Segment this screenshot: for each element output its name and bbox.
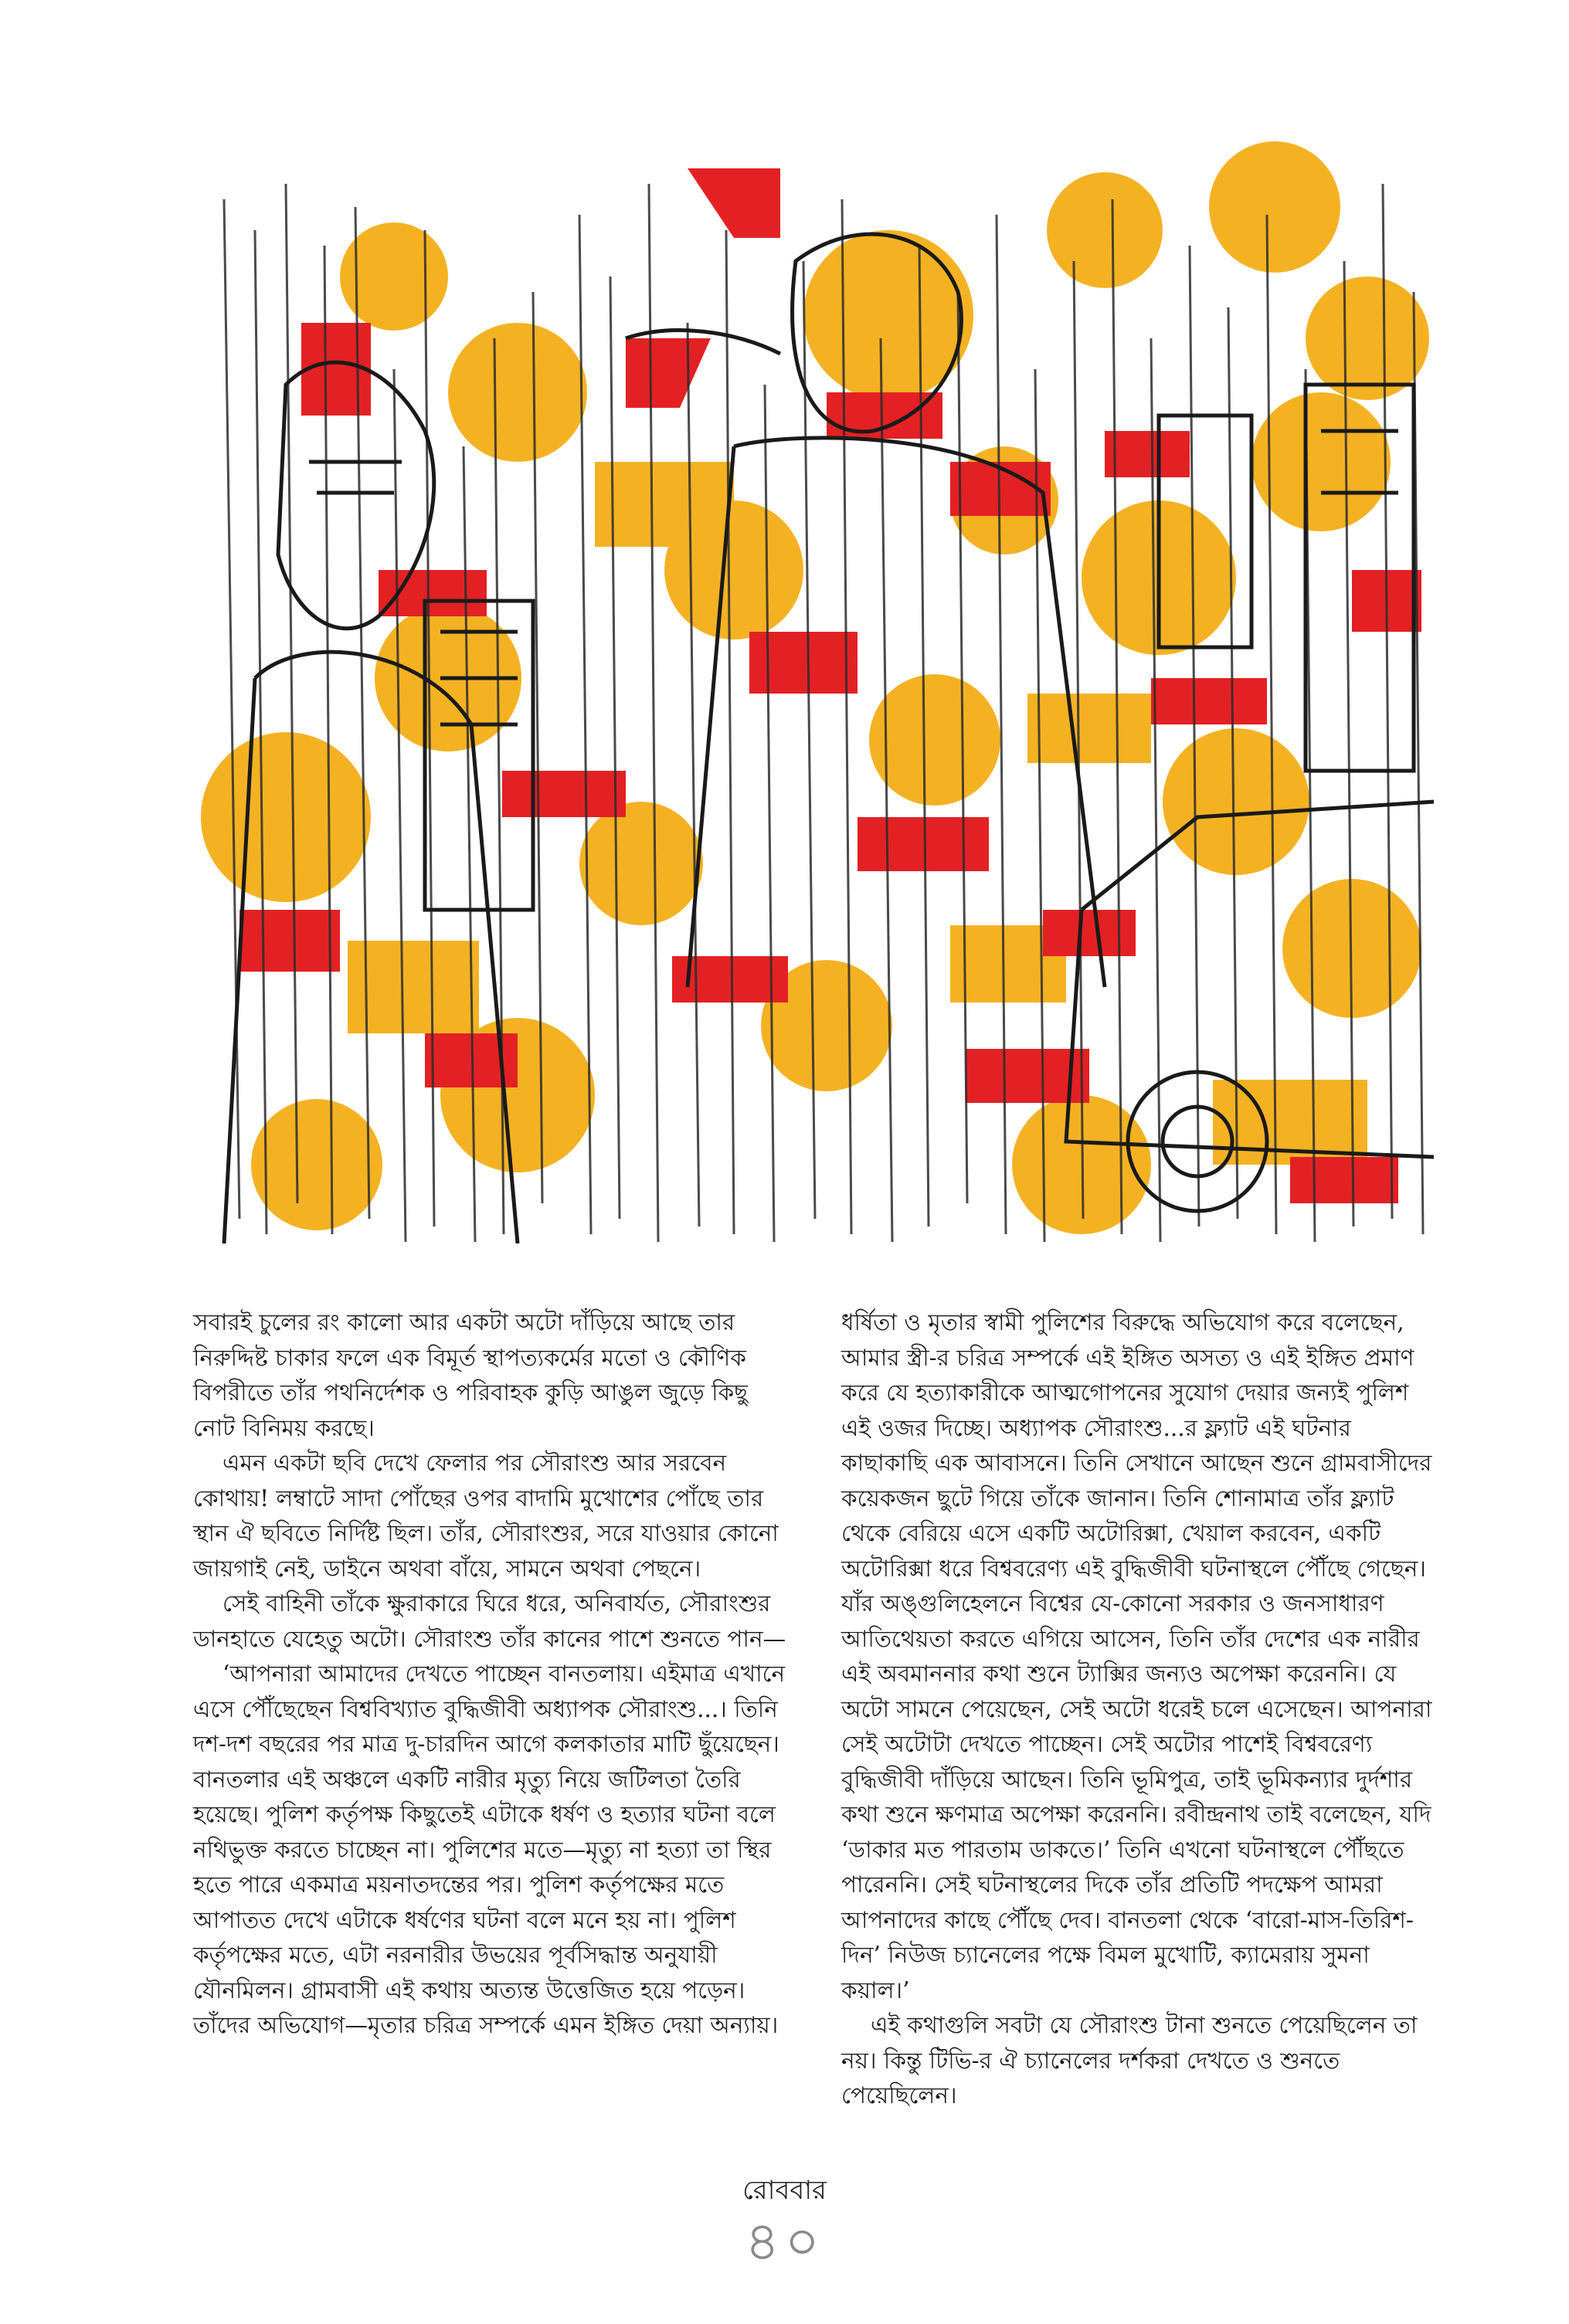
paragraph: এমন একটা ছবি দেখে ফেলার পর সৌরাংশু আর সরবেন কোথায়! লম্বাটে সাদা পোঁছের ওপর বাদামি মুখোশের পোঁছে তার স্থান ঐ ছবিতে নির্দিষ্ট ছিল। তাঁর, সৌরাংশুর, সরে যাওয়ার কোনো জায়গাই নেই, ডাইনে অথবা বাঁয়ে, সামনে অথবা পেছনে। (193, 1450, 779, 1582)
article-column-left (193, 1305, 792, 2044)
illustration-canvas (193, 137, 1434, 1243)
paragraph: ‘আপনারা আমাদের দেখতে পাচ্ছেন বানতলায়। এইমাত্র এখানে এসে পৌঁছেছেন বিশ্ববিখ্যাত বুদ্ধিজীবী অধ্যাপক সৌরাংশু...। তিনি দশ-দশ বছরের পর মাত্র দু-চারদিন আগে কলকাতার মাটি ছুঁয়েছেন। বানতলার এই অঞ্চলে একটি নারীর মৃত্যু নিয়ে জটিলতা তৈরি হয়েছে। পুলিশ কর্তৃপক্ষ কিছুতেই এটাকে ধর্ষণ ও হত্যার ঘটনা বলে নথিভুক্ত করতে চাচ্ছেন না। পুলিশের মতে—মৃত্যু না হত্যা তা স্থির হতে পারে একমাত্র ময়নাতদন্তের পর। পুলিশ কর্তৃপক্ষের মতে আপাতত দেখে এটাকে ধর্ষণের ঘটনা বলে মনে হয় না। পুলিশ কর্তৃপক্ষের মতে, এটা নরনারীর উভয়ের পূর্বসিদ্ধান্ত অনুযায়ী যৌনমিলন। গ্রামবাসী এই কথায় অত্যন্ত উত্তেজিত হয়ে পড়েন। তাঁদের অভিযোগ—মৃতার চরিত্র সম্পর্কে এমন ইঙ্গিত দেয়া অন্যায়। (193, 1661, 786, 2038)
paragraph: সবারই চুলের রং কালো আর একটা অটো দাঁড়িয়ে আছে তার নিরুদ্দিষ্ট চাকার ফলে এক বিমূর্ত স্থাপত্যকর্মের মতো ও কৌণিক বিপরীতে তাঁর পথনির্দেশক ও পরিবাহক কুড়ি আঙুল জুড়ে কিছু নোট বিনিময় করছে। (193, 1309, 749, 1441)
paragraph: এই কথাগুলি সবটা যে সৌরাংশু টানা শুনতে পেয়েছিলেন তা নয়। কিন্তু টিভি-র ঐ চ্যানেলের দর্শকরা দেখতে ও শুনতে পেয়েছিলেন। (841, 2012, 1418, 2109)
paragraph: সেই বাহিনী তাঁকে ক্ষুরাকারে ঘিরে ধরে, অনিবার্যত, সৌরাংশুর ডানহাতে যেহেতু অটো। সৌরাংশু তাঁর কানের পাশে শুনতে পান— (193, 1590, 786, 1652)
article-column-right (841, 1305, 1440, 2114)
magazine-name: রোববার (742, 2175, 827, 2206)
sketch-illustration (193, 137, 1434, 1243)
page-number: ৪০ (745, 2210, 824, 2273)
paragraph: ধর্ষিতা ও মৃতার স্বামী পুলিশের বিরুদ্ধে অভিযোগ করে বলেছেন, আমার স্ত্রী-র চরিত্র সম্পর্কে এই ইঙ্গিত অসত্য ও এই ইঙ্গিত প্রমাণ করে যে হত্যাকারীকে আত্মগোপনের সুযোগ দেয়ার জন্যই পুলিশ এই ওজর দিচ্ছে। অধ্যাপক সৌরাংশু...র ফ্ল্যাট এই ঘটনার কাছাকাছি এক আবাসনে। তিনি সেখানে আছেন শুনে গ্রামবাসীদের কয়েকজন ছুটে গিয়ে তাঁকে জানান। তিনি শোনামাত্র তাঁর ফ্ল্যাট থেকে বেরিয়ে এসে একটি অটোরিক্সা, খেয়াল করবেন, একটি অটোরিক্সা ধরে বিশ্ববরেণ্য এই বুদ্ধিজীবী ঘটনাস্থলে পৌঁছে গেছেন। যাঁর অঙ্গুলিহেলনে বিশ্বের যে-কোনো সরকার ও জনসাধারণ আতিথেয়তা করতে এগিয়ে আসেন, তিনি তাঁর দেশের এক নারীর এই অবমাননার কথা শুনে ট্যাক্সির জন্যও অপেক্ষা করেননি। যে অটো সামনে পেয়েছেন, সেই অটো ধরেই চলে এসেছেন। আপনারা সেই অটোটা দেখতে পাচ্ছেন। সেই অটোর পাশেই বিশ্ববরেণ্য বুদ্ধিজীবী দাঁড়িয়ে আছেন। তিনি ভূমিপুত্র, তাই ভূমিকন্যার দুর্দশার কথা শুনে ক্ষণমাত্র অপেক্ষা করেননি। রবীন্দ্রনাথ তাই বলেছেন, যদি ‘ডাকার মত পারতাম ডাকতে।’ তিনি এখনো ঘটনাস্থলে পৌঁছতে পারেননি। সেই ঘটনাস্থলের দিকে তাঁর প্রতিটি পদক্ষেপ আমরা আপনাদের কাছে পৌঁছে দেব। বানতলা থেকে ‘বারো-মাস-তিরিশ-দিন’ নিউজ চ্যানেলের পক্ষে বিমল মুখোটি, ক্যামেরায় সুমনা কয়াল।’ (841, 1309, 1432, 2003)
